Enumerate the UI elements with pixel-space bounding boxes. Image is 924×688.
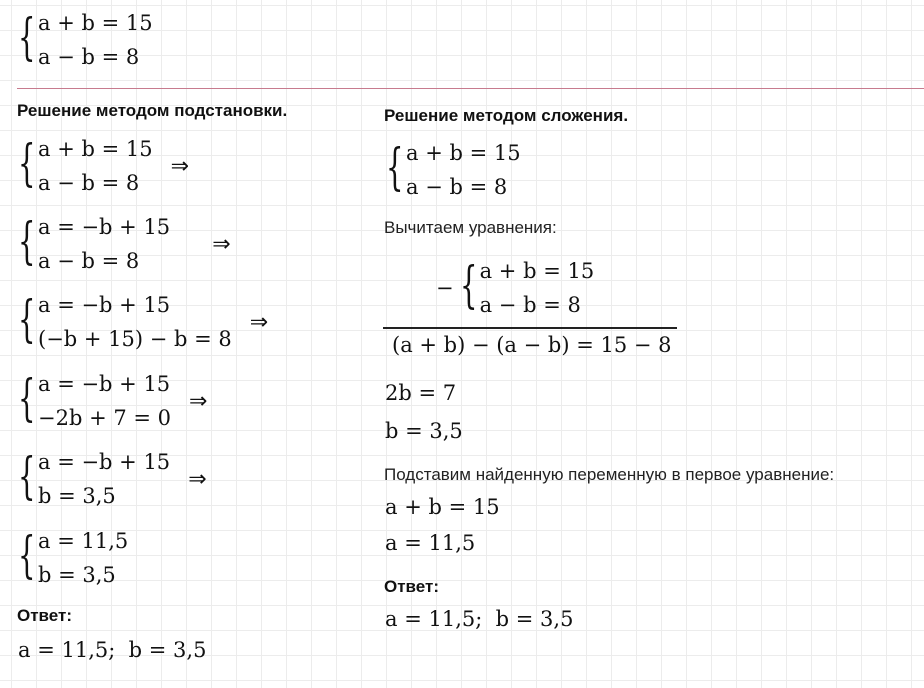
system-equation: a + b = 15	[406, 141, 521, 165]
substitution-heading: Решение методом подстановки.	[17, 101, 288, 120]
addition-answer: a = 11,5; b = 3,5	[385, 607, 574, 631]
implies-arrow-icon: ⇒	[189, 388, 208, 414]
problem-equation-2: a − b = 8	[38, 45, 140, 69]
step-equation: a + b = 15	[38, 137, 153, 161]
subtraction-bar	[383, 327, 677, 329]
subtraction-result: (a + b) − (a − b) = 15 − 8	[392, 333, 672, 357]
step-equation: a − b = 8	[38, 171, 140, 195]
step-equation: a − b = 8	[38, 249, 140, 273]
brace-icon: {	[18, 290, 36, 348]
addition-heading: Решение методом сложения.	[384, 106, 629, 125]
brace-icon: {	[18, 447, 36, 505]
brace-icon: {	[459, 256, 478, 314]
brace-icon: {	[18, 212, 36, 270]
brace-icon: {	[18, 134, 36, 192]
problem-equation-1: a + b = 15	[38, 11, 153, 35]
substitution-answer: a = 11,5; b = 3,5	[18, 638, 207, 662]
substitution-step-2	[18, 210, 231, 278]
step-b-value: b = 3,5	[385, 419, 463, 443]
divider-line	[17, 88, 924, 89]
step-equation: b = 3,5	[38, 484, 116, 508]
system-equation: a − b = 8	[406, 175, 508, 199]
implies-arrow-icon: ⇒	[188, 466, 207, 492]
step-first-equation: a + b = 15	[385, 495, 500, 519]
step-equation: a = −b + 15	[38, 450, 171, 474]
step-2b: 2b = 7	[385, 381, 457, 405]
step-equation: −2b + 7 = 0	[38, 406, 172, 430]
step-equation: a = 11,5	[38, 529, 129, 553]
step-equation: a = −b + 15	[38, 372, 171, 396]
implies-arrow-icon: ⇒	[212, 231, 231, 257]
subtraction-system	[436, 254, 594, 322]
implies-arrow-icon: ⇒	[170, 153, 190, 179]
subtract-instruction: Вычитаем уравнения:	[384, 218, 557, 237]
system-equation: a − b = 8	[479, 293, 581, 317]
implies-arrow-icon: ⇒	[249, 309, 269, 335]
system-equation: a + b = 15	[479, 259, 595, 283]
addition-answer-label: Ответ:	[384, 577, 439, 596]
step-a-value: a = 11,5	[385, 531, 476, 555]
minus-sign: −	[436, 276, 454, 300]
substitution-step-3	[18, 288, 268, 356]
substitution-step-1	[18, 132, 189, 200]
substitution-step-6	[18, 524, 128, 592]
step-equation: a = −b + 15	[38, 215, 171, 239]
step-equation: (−b + 15) − b = 8	[38, 327, 232, 351]
addition-system	[386, 136, 521, 204]
brace-icon: {	[18, 526, 36, 584]
step-equation: b = 3,5	[38, 563, 116, 587]
substitution-step-4	[18, 367, 207, 435]
substitution-answer-label: Ответ:	[17, 606, 72, 625]
brace-icon: {	[386, 138, 404, 196]
substitute-instruction: Подставим найденную переменную в первое уравнение:	[384, 465, 835, 484]
brace-icon: {	[18, 369, 36, 427]
substitution-step-5	[18, 445, 207, 513]
problem-system	[18, 6, 153, 74]
brace-icon: {	[18, 8, 36, 66]
step-equation: a = −b + 15	[38, 293, 171, 317]
